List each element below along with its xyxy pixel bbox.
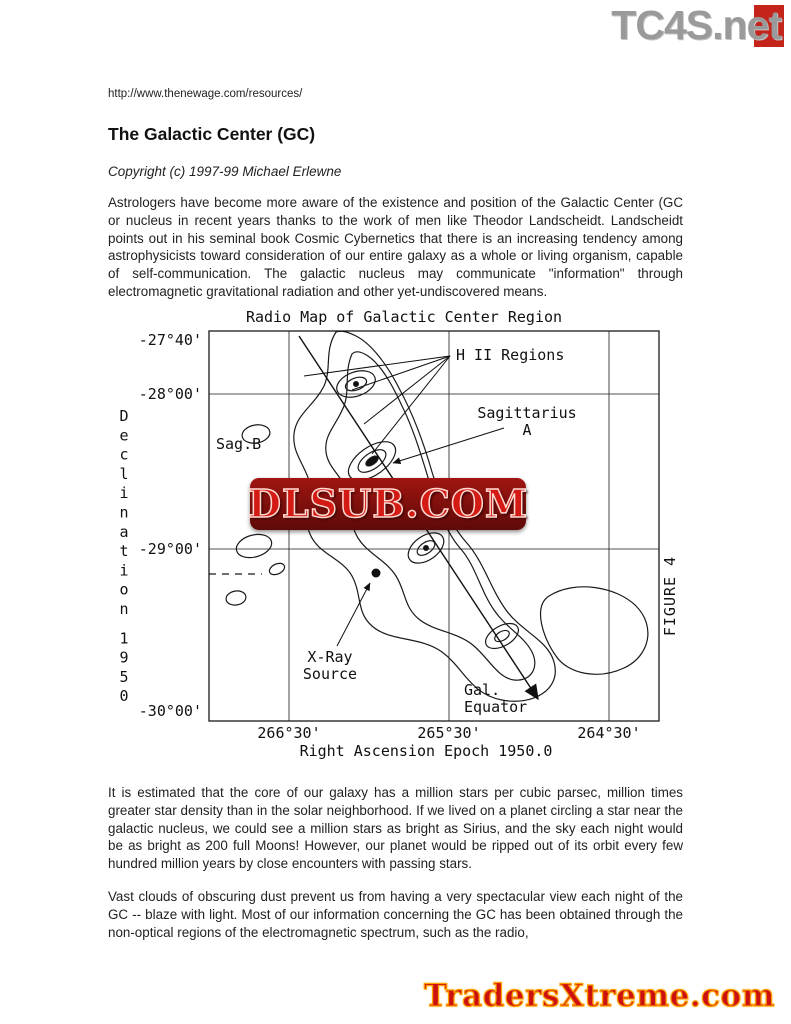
y-tick-label: -27°40' [138, 330, 202, 349]
source-url: http://www.thenewage.com/resources/ [108, 88, 303, 100]
svg-text:0: 0 [119, 687, 129, 706]
svg-text:l: l [119, 464, 129, 483]
svg-text:5: 5 [119, 667, 129, 686]
svg-text:c: c [119, 445, 129, 464]
annotation-h2-regions: H II Regions [456, 345, 565, 364]
annotation-sagittarius-a: A [522, 420, 532, 439]
xray-source-pointer [337, 583, 370, 646]
annotation-xray-2: Source [302, 664, 358, 683]
svg-text:n: n [119, 503, 129, 522]
y-tick-label: -28°00' [138, 384, 202, 403]
svg-text:e: e [119, 426, 129, 445]
figure-number-label: FIGURE 4 [661, 555, 679, 637]
y-tick-label: -29°00' [138, 539, 202, 558]
svg-text:9: 9 [119, 648, 129, 667]
annotation-xray-1: X-Ray [307, 647, 353, 666]
xray-source-dot [372, 568, 381, 577]
annotation-gal-1: Gal. [464, 680, 501, 699]
x-tick-label: 264°30' [577, 723, 641, 742]
figure-container [104, 306, 696, 769]
svg-text:o: o [119, 580, 129, 599]
figure-title: Radio Map of Galactic Center Region [245, 307, 563, 326]
site-logo [611, 2, 781, 50]
copyright-line: Copyright (c) 1997-99 Michael Erlewne [108, 164, 342, 179]
svg-text:1: 1 [119, 629, 129, 648]
logo-text: TC4S.net [611, 2, 781, 48]
page-title: The Galactic Center (GC) [108, 124, 316, 144]
y-tick-label: -30°00' [138, 701, 202, 720]
paragraph-2: It is estimated that the core of our galaxy has a million stars per cubic parsec, million times greater star density than in the solar neighborhood. If we lived on a planet circling a star near the galactic nucleus, we could see a million stars as bright as Sirius, and the sky each night would be as bright as 200 full Moons! However, our planet would be ripped out of its orbit every few hundred million years by close encounters with passing stars. [108, 784, 683, 872]
svg-text:a: a [119, 522, 129, 541]
annotation-sag-b: Sag.B [216, 434, 262, 453]
paragraph-3: Vast clouds of obscuring dust prevent us from having a very spectacular view each night of the GC -- blaze with light. Most of our information concerning the GC has been obtained through the non-optical regions of the electromagnetic spectrum, such as the radio, [108, 889, 683, 940]
sagittarius-a-pointer [393, 428, 504, 463]
x-tick-label: 266°30' [257, 723, 321, 742]
map-labels [119, 331, 679, 760]
svg-text:i: i [119, 484, 129, 503]
figure-y-axis-label [119, 407, 128, 705]
radio-map-figure [104, 306, 696, 764]
watermark-text: DLSUB.COM [248, 481, 529, 527]
annotation-gal-2: Equator [464, 697, 528, 716]
svg-text:t: t [119, 542, 129, 561]
watermark-overlay [248, 478, 529, 530]
footer-watermark-banner: TradersXtreme.com [423, 978, 775, 1014]
svg-text:n: n [119, 599, 129, 618]
svg-text:D: D [119, 406, 129, 425]
x-axis-label: Right Ascension Epoch 1950.0 [299, 741, 553, 760]
x-tick-label: 265°30' [417, 723, 481, 742]
annotation-sagittarius: Sagittarius [477, 403, 577, 422]
paragraph-1: Astrologers have become more aware of the existence and position of the Galactic Center (GC or nucleus in recent years thanks to the work of men like Theodor Landscheidt. Landscheidt points out in his seminal book Cosmic Cybernetics that there is an increasing tendency among astrophysicists toward consideration of our entire galaxy as a whole or living organism, capable of self-communication. The galactic nucleus may communicate "information" through electromagnetic gravitational radiation and other yet-undiscovered means. [108, 195, 683, 300]
svg-text:i: i [119, 561, 129, 580]
